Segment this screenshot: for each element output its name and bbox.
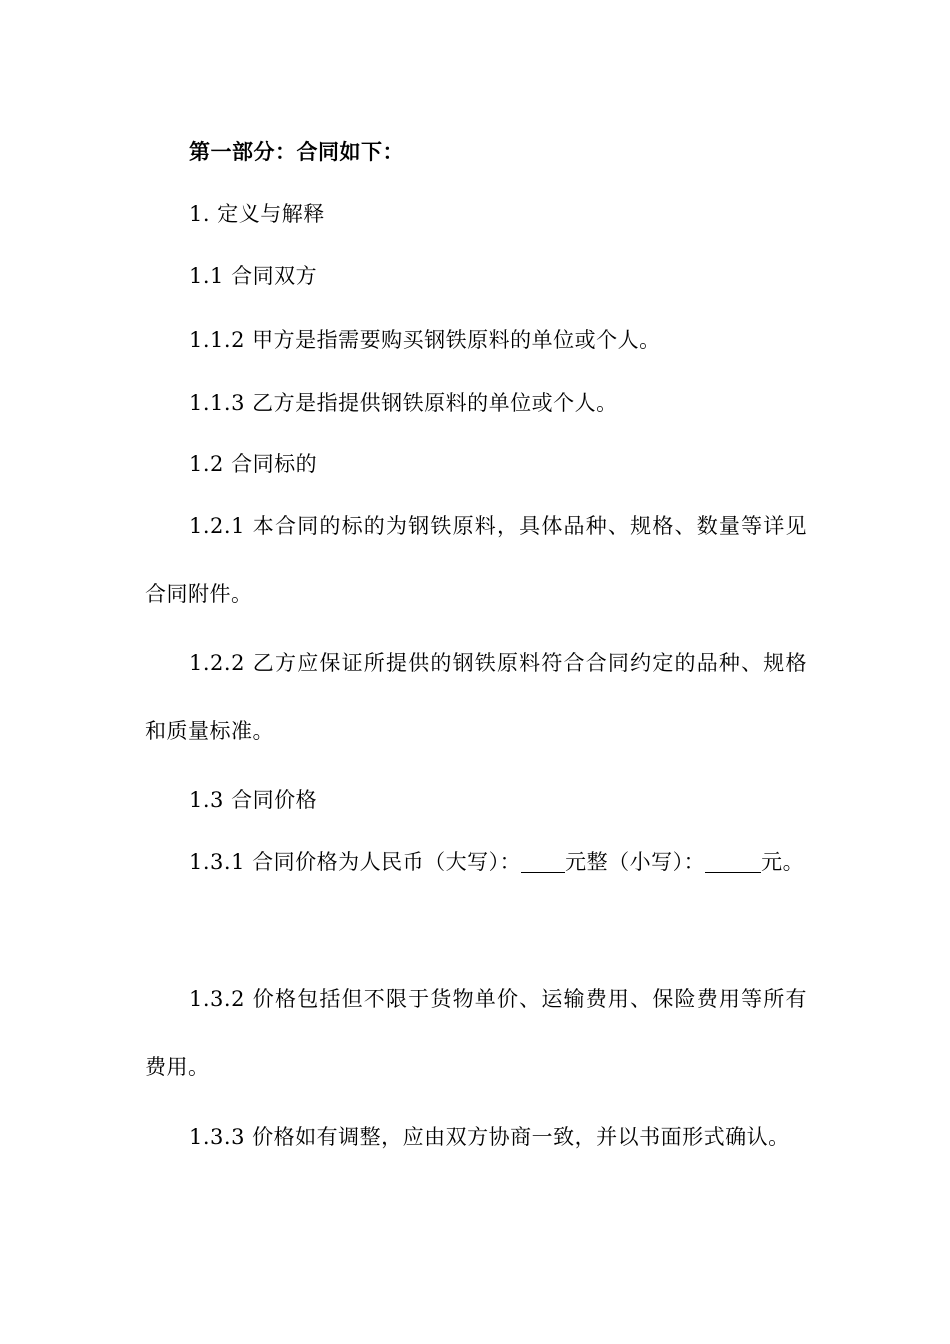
paragraph: 1.2.1 本合同的标的为钢铁原料，具体品种、规格、数量等详见合同附件。 xyxy=(145,514,807,606)
amount-in-figures-blank[interactable] xyxy=(705,851,761,873)
paragraph: 1.2 合同标的 xyxy=(189,452,318,476)
paragraph: 1.3.3 价格如有调整，应由双方协商一致，并以书面形式确认。 xyxy=(189,1125,790,1149)
section-heading: 第一部分：合同如下： xyxy=(189,139,404,164)
paragraph: 1.3 合同价格 xyxy=(189,788,318,812)
price-clause-text: 元。 xyxy=(761,850,805,874)
paragraph: 1.1.2 甲方是指需要购买钢铁原料的单位或个人。 xyxy=(189,328,661,352)
paragraph: 1.1.3 乙方是指提供钢铁原料的单位或个人。 xyxy=(189,391,618,415)
price-clause xyxy=(145,828,807,896)
paragraph: 1.2.2 乙方应保证所提供的钢铁原料符合合同约定的品种、规格和质量标准。 xyxy=(145,651,807,743)
price-clause-text: 元整（小写）： xyxy=(565,850,706,874)
paragraph: 1.3.2 价格包括但不限于货物单价、运输费用、保险费用等所有费用。 xyxy=(145,987,807,1079)
paragraph: 1.1 合同双方 xyxy=(189,264,318,288)
amount-in-words-blank[interactable] xyxy=(521,851,565,873)
paragraph: 1. 定义与解释 xyxy=(189,202,325,226)
price-clause-text: 1.3.1 合同价格为人民币（大写）： xyxy=(189,850,522,874)
